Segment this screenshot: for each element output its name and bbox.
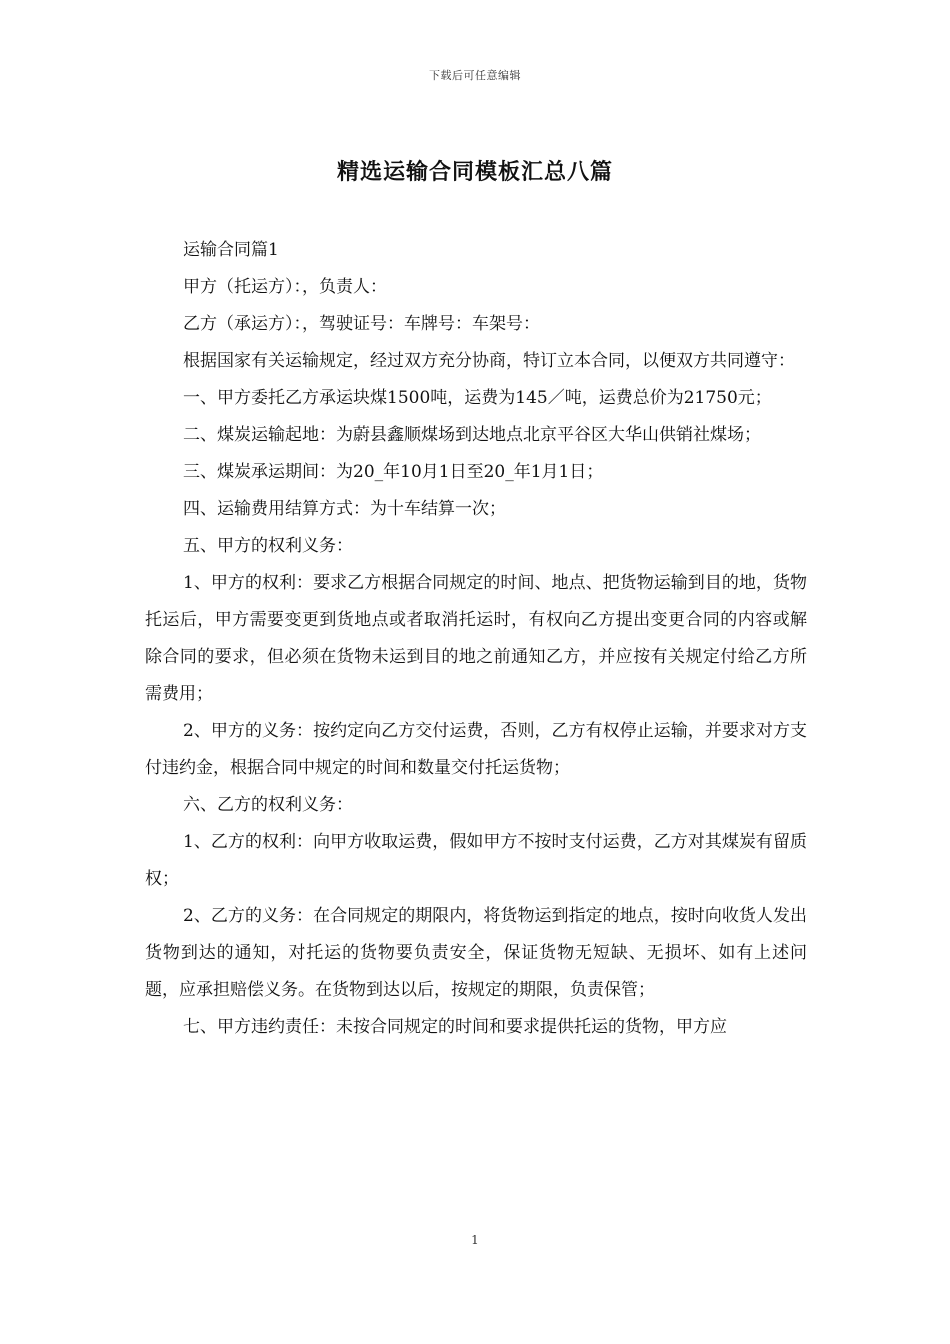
contract-heading: 运输合同篇1 (183, 240, 279, 260)
clause-6-heading: 六、乙方的权利义务： (183, 795, 353, 815)
clause-6-item-2: 2、乙方的义务：在合同规定的期限内，将货物运到指定的地点，按时向收货人发出货物到达的通知，对托运的货物要负责安全，保证货物无短缺、无损坏、如有上述问题，应承担赔偿义务。在货物到达以后，按规定的期限，负责保管； (145, 906, 807, 1000)
clause-5-heading: 五、甲方的权利义务： (183, 536, 353, 556)
party-a-line: 甲方（托运方）：，负责人： (183, 277, 387, 297)
clause-5-item-1: 1、甲方的权利：要求乙方根据合同规定的时间、地点、把货物运输到目的地，货物托运后，甲方需要变更到货地点或者取消托运时，有权向乙方提出变更合同的内容或解除合同的要求，但必须在货物未运到目的地之前通知乙方，并应按有关规定付给乙方所需费用； (145, 573, 807, 704)
clause-5-item-2: 2、甲方的义务：按约定向乙方交付运费，否则，乙方有权停止运输，并要求对方支付违约金，根据合同中规定的时间和数量交付托运货物； (145, 721, 807, 778)
page-number: 1 (471, 1233, 479, 1247)
party-b-line: 乙方（承运方）：，驾驶证号：车牌号：车架号： (183, 314, 540, 334)
clause-4: 四、运输费用结算方式：为十车结算一次； (183, 499, 506, 519)
header-note: 下载后可任意编辑 (429, 69, 521, 82)
clause-2: 二、煤炭运输起地：为蔚县鑫顺煤场到达地点北京平谷区大华山供销社煤场； (183, 425, 761, 445)
preamble-paragraph: 根据国家有关运输规定，经过双方充分协商，特订立本合同，以便双方共同遵守： (183, 351, 795, 371)
document-body (145, 232, 807, 1046)
clause-7: 七、甲方违约责任：未按合同规定的时间和要求提供托运的货物，甲方应 (183, 1017, 727, 1037)
document-title: 精选运输合同模板汇总八篇 (336, 159, 613, 185)
clause-1: 一、甲方委托乙方承运块煤1500吨，运费为145／吨，运费总价为21750元； (183, 388, 772, 408)
clause-6-item-1: 1、乙方的权利：向甲方收取运费，假如甲方不按时支付运费，乙方对其煤炭有留质权； (145, 832, 807, 889)
clause-3: 三、煤炭承运期间：为20_年10月1日至20_年1月1日； (183, 462, 604, 482)
